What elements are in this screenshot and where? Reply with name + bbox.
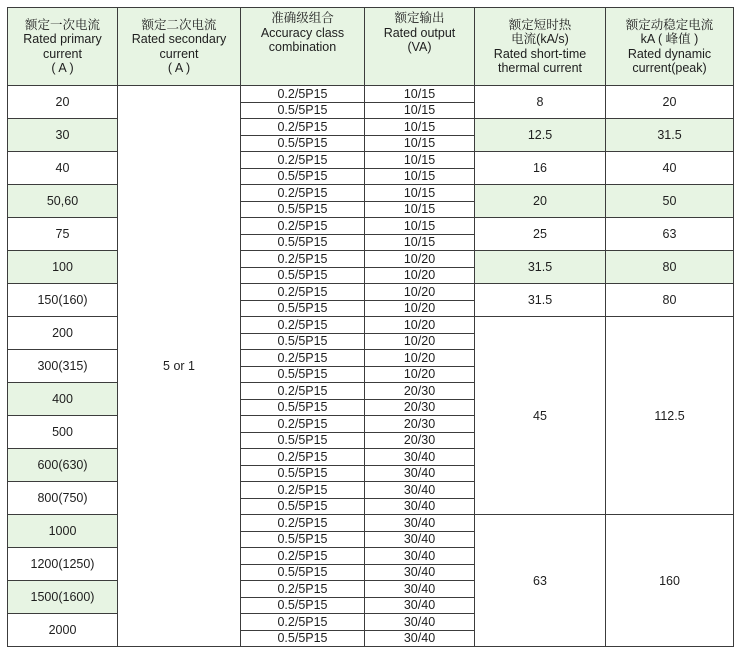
accuracy-class-cell: 0.2/5P15 — [241, 548, 365, 565]
thermal-current-cell: 8 — [475, 86, 606, 119]
header-primary-current — [8, 8, 118, 86]
accuracy-class-cell: 0.2/5P15 — [241, 185, 365, 202]
rated-output-cell: 10/20 — [365, 333, 475, 350]
accuracy-class-cell: 0.2/5P15 — [241, 218, 365, 235]
primary-current-cell: 600(630) — [8, 449, 118, 482]
accuracy-class-cell: 0.5/5P15 — [241, 267, 365, 284]
accuracy-class-cell: 0.5/5P15 — [241, 564, 365, 581]
rated-output-cell: 20/30 — [365, 432, 475, 449]
accuracy-class-cell: 0.2/5P15 — [241, 86, 365, 103]
rated-output-cell: 10/15 — [365, 102, 475, 119]
table-row — [8, 251, 734, 268]
header-line: 额定输出 — [394, 11, 445, 25]
accuracy-class-cell: 0.5/5P15 — [241, 597, 365, 614]
secondary-current-cell: 5 or 1 — [118, 86, 241, 647]
accuracy-class-cell: 0.5/5P15 — [241, 366, 365, 383]
accuracy-class-cell: 0.2/5P15 — [241, 416, 365, 433]
header-line: 电流(kA/s) — [511, 32, 569, 46]
rated-output-cell: 30/40 — [365, 597, 475, 614]
accuracy-class-cell: 0.5/5P15 — [241, 531, 365, 548]
primary-current-cell: 800(750) — [8, 482, 118, 515]
primary-current-cell: 30 — [8, 119, 118, 152]
rated-output-cell: 10/15 — [365, 234, 475, 251]
primary-current-cell: 75 — [8, 218, 118, 251]
header-line: 准确级组合 — [271, 11, 334, 25]
accuracy-class-cell: 0.5/5P15 — [241, 201, 365, 218]
thermal-current-cell: 25 — [475, 218, 606, 251]
rated-output-cell: 10/15 — [365, 86, 475, 103]
accuracy-class-cell: 0.5/5P15 — [241, 432, 365, 449]
header-line: current(peak) — [632, 61, 707, 75]
primary-current-cell: 2000 — [8, 614, 118, 647]
header-thermal-current — [475, 8, 606, 86]
accuracy-class-cell: 0.2/5P15 — [241, 515, 365, 532]
header-line: thermal current — [497, 61, 583, 75]
accuracy-class-cell: 0.2/5P15 — [241, 581, 365, 598]
header-line: Rated dynamic — [627, 46, 712, 61]
table-row — [8, 317, 734, 334]
header-line: Rated output — [383, 25, 456, 40]
dynamic-current-cell: 50 — [606, 185, 734, 218]
rated-output-cell: 10/20 — [365, 350, 475, 367]
header-line: 额定短时热 — [508, 17, 572, 32]
rated-output-cell: 30/40 — [365, 482, 475, 499]
rated-output-cell: 10/15 — [365, 218, 475, 235]
primary-current-cell: 1000 — [8, 515, 118, 548]
rated-output-cell: 10/20 — [365, 366, 475, 383]
table-row — [8, 218, 734, 235]
accuracy-class-cell: 0.5/5P15 — [241, 234, 365, 251]
header-line: 额定一次电流 — [24, 17, 100, 32]
rated-output-cell: 30/40 — [365, 531, 475, 548]
header-secondary-current — [118, 8, 241, 86]
accuracy-class-cell: 0.5/5P15 — [241, 102, 365, 119]
accuracy-class-cell: 0.5/5P15 — [241, 399, 365, 416]
accuracy-class-cell: 0.5/5P15 — [241, 300, 365, 317]
rated-output-cell: 30/40 — [365, 564, 475, 581]
rated-output-cell: 10/15 — [365, 135, 475, 152]
table-row — [8, 185, 734, 202]
accuracy-class-cell: 0.5/5P15 — [241, 498, 365, 515]
table-body — [8, 86, 734, 647]
rated-output-cell: 10/15 — [365, 119, 475, 136]
accuracy-class-cell: 0.5/5P15 — [241, 168, 365, 185]
thermal-current-cell: 16 — [475, 152, 606, 185]
accuracy-class-cell: 0.2/5P15 — [241, 350, 365, 367]
header-line: Rated secondary — [131, 32, 227, 46]
primary-current-cell: 20 — [8, 86, 118, 119]
header-line: Rated short-time — [493, 46, 587, 61]
thermal-current-cell: 12.5 — [475, 119, 606, 152]
thermal-current-cell: 31.5 — [475, 251, 606, 284]
rated-output-cell: 10/15 — [365, 185, 475, 202]
header-rated-output — [365, 8, 475, 86]
rated-output-cell: 10/20 — [365, 300, 475, 317]
header-line: combination — [268, 40, 337, 54]
rated-output-cell: 10/20 — [365, 267, 475, 284]
accuracy-class-cell: 0.2/5P15 — [241, 449, 365, 466]
rated-output-cell: 30/40 — [365, 515, 475, 532]
accuracy-class-cell: 0.2/5P15 — [241, 284, 365, 301]
primary-current-cell: 400 — [8, 383, 118, 416]
header-line: Rated primary — [23, 32, 102, 46]
spec-table-wrapper — [7, 7, 734, 647]
rated-output-cell: 10/20 — [365, 251, 475, 268]
rated-output-cell: 10/20 — [365, 284, 475, 301]
primary-current-cell: 1500(1600) — [8, 581, 118, 614]
thermal-current-cell: 45 — [475, 317, 606, 515]
dynamic-current-cell: 80 — [606, 251, 734, 284]
primary-current-cell: 1200(1250) — [8, 548, 118, 581]
primary-current-cell: 150(160) — [8, 284, 118, 317]
primary-current-cell: 300(315) — [8, 350, 118, 383]
accuracy-class-cell: 0.2/5P15 — [241, 152, 365, 169]
header-line: (VA) — [407, 40, 432, 54]
accuracy-class-cell: 0.2/5P15 — [241, 119, 365, 136]
rated-output-cell: 10/15 — [365, 168, 475, 185]
accuracy-class-cell: 0.5/5P15 — [241, 630, 365, 647]
primary-current-cell: 200 — [8, 317, 118, 350]
rated-output-cell: 30/40 — [365, 449, 475, 466]
thermal-current-cell: 63 — [475, 515, 606, 647]
dynamic-current-cell: 31.5 — [606, 119, 734, 152]
primary-current-cell: 500 — [8, 416, 118, 449]
primary-current-cell: 40 — [8, 152, 118, 185]
header-line: current — [43, 46, 82, 61]
table-row — [8, 119, 734, 136]
table-row — [8, 86, 734, 103]
rated-output-cell: 30/40 — [365, 630, 475, 647]
accuracy-class-cell: 0.2/5P15 — [241, 614, 365, 631]
table-row — [8, 152, 734, 169]
spec-table — [7, 7, 734, 647]
header-line: ( A ) — [167, 61, 191, 75]
accuracy-class-cell: 0.5/5P15 — [241, 465, 365, 482]
table-row — [8, 284, 734, 301]
header-line: kA ( 峰值 ) — [640, 32, 699, 46]
rated-output-cell: 30/40 — [365, 614, 475, 631]
rated-output-cell: 20/30 — [365, 416, 475, 433]
header-line: Accuracy class — [260, 25, 345, 40]
accuracy-class-cell: 0.2/5P15 — [241, 383, 365, 400]
header-line: 额定二次电流 — [141, 17, 217, 32]
accuracy-class-cell: 0.5/5P15 — [241, 135, 365, 152]
dynamic-current-cell: 160 — [606, 515, 734, 647]
rated-output-cell: 20/30 — [365, 383, 475, 400]
primary-current-cell: 50,60 — [8, 185, 118, 218]
table-row — [8, 515, 734, 532]
header-dynamic-current — [606, 8, 734, 86]
header-accuracy-class — [241, 8, 365, 86]
rated-output-cell: 30/40 — [365, 465, 475, 482]
accuracy-class-cell: 0.2/5P15 — [241, 251, 365, 268]
header-line: current — [159, 46, 199, 61]
dynamic-current-cell: 112.5 — [606, 317, 734, 515]
dynamic-current-cell: 80 — [606, 284, 734, 317]
primary-current-cell: 100 — [8, 251, 118, 284]
thermal-current-cell: 20 — [475, 185, 606, 218]
dynamic-current-cell: 20 — [606, 86, 734, 119]
thermal-current-cell: 31.5 — [475, 284, 606, 317]
header-line: ( A ) — [51, 61, 74, 75]
accuracy-class-cell: 0.2/5P15 — [241, 482, 365, 499]
dynamic-current-cell: 63 — [606, 218, 734, 251]
header-row — [8, 8, 734, 86]
rated-output-cell: 30/40 — [365, 548, 475, 565]
accuracy-class-cell: 0.2/5P15 — [241, 317, 365, 334]
rated-output-cell: 10/15 — [365, 201, 475, 218]
rated-output-cell: 10/20 — [365, 317, 475, 334]
dynamic-current-cell: 40 — [606, 152, 734, 185]
rated-output-cell: 30/40 — [365, 581, 475, 598]
accuracy-class-cell: 0.5/5P15 — [241, 333, 365, 350]
rated-output-cell: 10/15 — [365, 152, 475, 169]
rated-output-cell: 30/40 — [365, 498, 475, 515]
rated-output-cell: 20/30 — [365, 399, 475, 416]
header-line: 额定动稳定电流 — [625, 17, 714, 32]
